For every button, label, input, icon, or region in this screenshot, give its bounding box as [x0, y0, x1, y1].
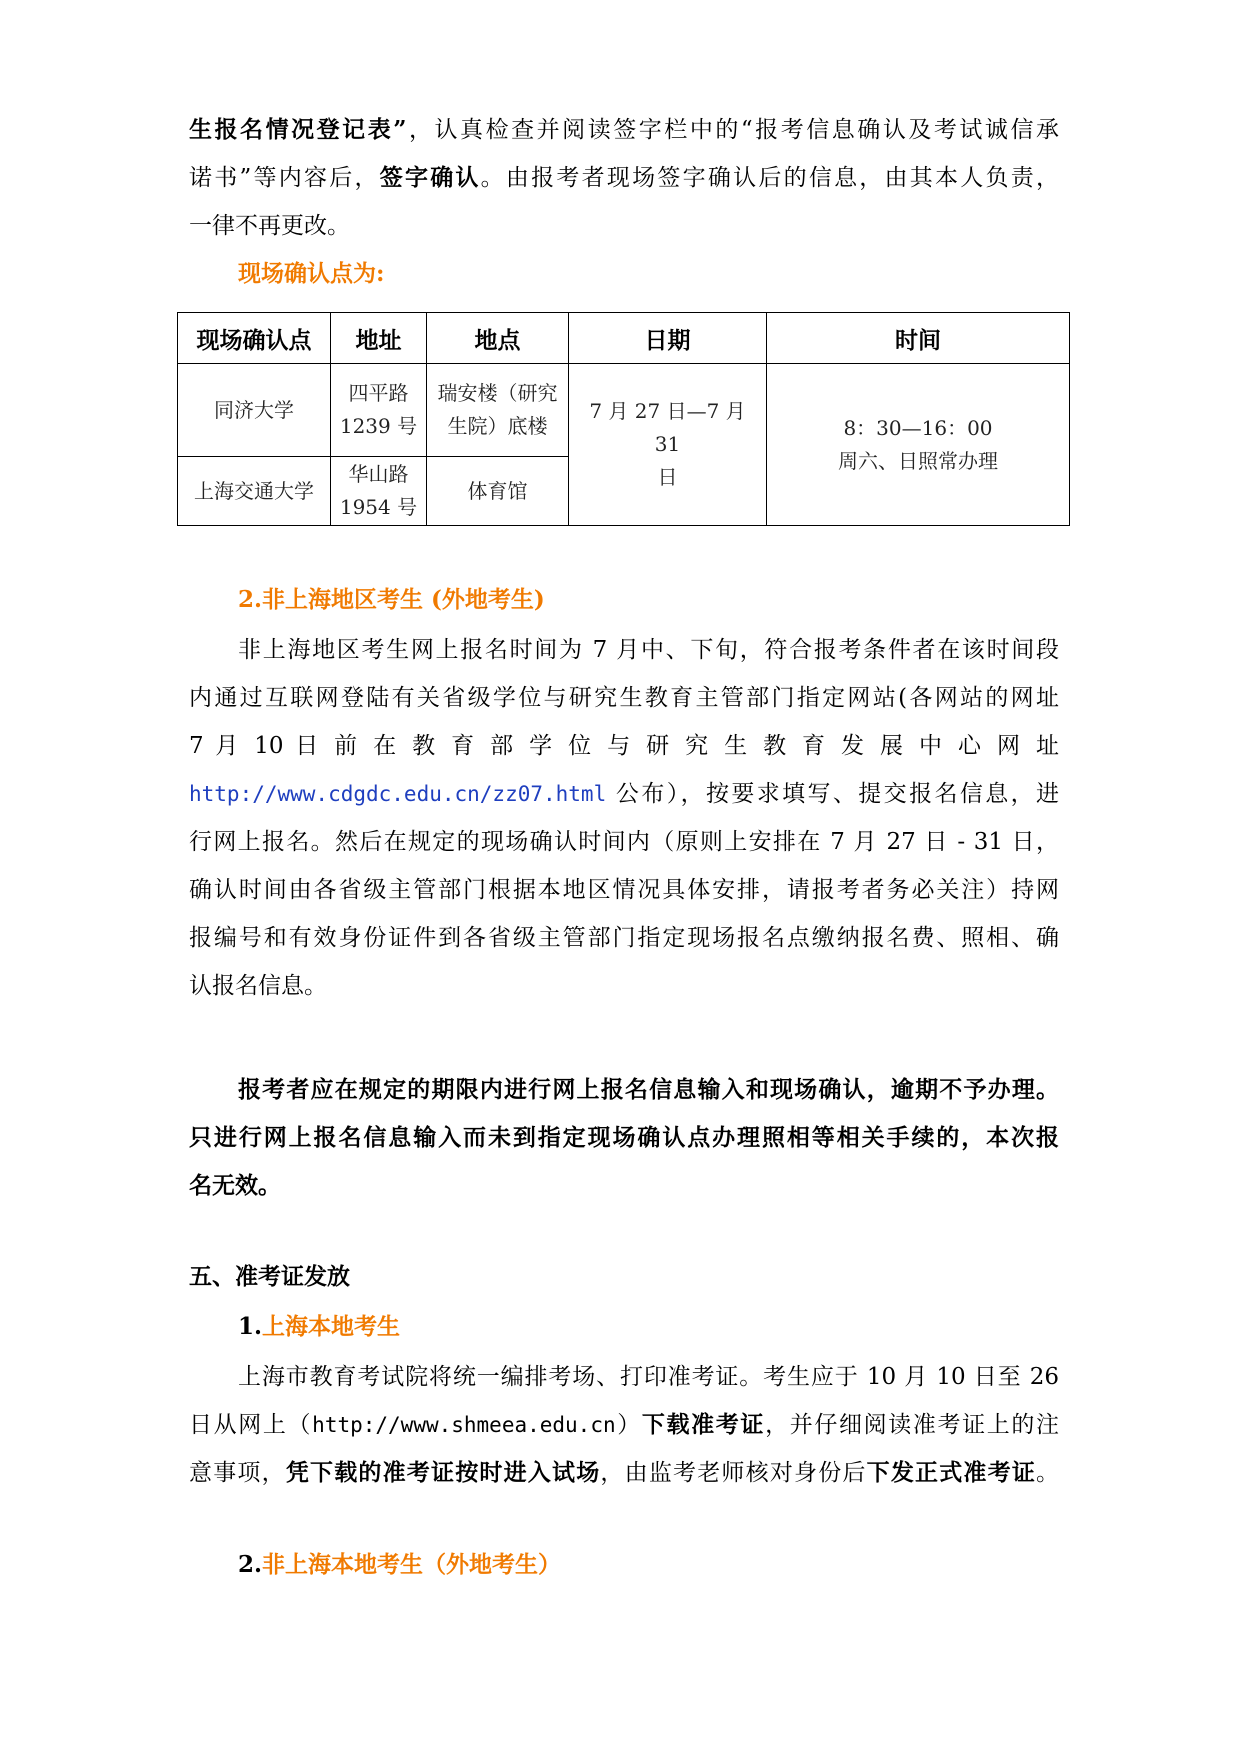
text-line	[189, 106, 1059, 154]
table-header: 时间	[767, 313, 1070, 364]
text: 。	[1036, 1460, 1060, 1486]
text-line: 确认时间由各省级主管部门根据本地区情况具体安排，请报考者务必关注）持网	[189, 877, 1059, 903]
text-line: 报编号和有效身份证件到各省级主管部门指定现场报名点缴纳报名费、照相、确	[189, 925, 1059, 951]
text: 。由报考者现场签字确认后的信息，由其本人负责，	[480, 165, 1059, 191]
paragraph-deadline-notice	[189, 1066, 1059, 1210]
text-line	[189, 154, 1059, 202]
subheading-title: 非上海本地考生（外地考生）	[262, 1551, 562, 1578]
text: ，由监考老师核对身份后	[600, 1460, 867, 1486]
bold-text: 下发正式准考证	[866, 1459, 1037, 1486]
table-cell-site: 上海交通大学	[178, 457, 331, 526]
table-header: 现场确认点	[178, 313, 331, 364]
paragraph-non-shanghai-registration	[189, 626, 1059, 1010]
table-cell-date: 7 月 27 日—7 月 31 日	[569, 364, 767, 526]
text-line: 上海市教育考试院将统一编排考场、打印准考证。考生应于 10 月 10 日至 26	[238, 1364, 1059, 1390]
table-header-row	[178, 313, 1070, 364]
confirmation-sites-table	[177, 312, 1070, 526]
table-row	[178, 364, 1070, 457]
shmeea-url: http://www.shmeea.edu.cn	[312, 1413, 616, 1437]
subheading-number: 2.	[238, 1551, 263, 1578]
text: 公布），按要求填写、提交报名信息，进	[606, 781, 1059, 807]
text-line: 名无效。	[189, 1172, 281, 1199]
text: 诺书”等内容后，	[189, 165, 380, 191]
text: 意事项，	[189, 1460, 286, 1486]
text: 日从网上（	[189, 1412, 313, 1438]
text-line: 报考者应在规定的期限内进行网上报名信息输入和现场确认，逾期不予办理。	[238, 1076, 1059, 1103]
text-line: 只进行网上报名信息输入而未到指定现场确认点办理照相等相关手续的，本次报	[189, 1124, 1059, 1151]
subheading-shanghai-local	[238, 1303, 1108, 1351]
bold-text: 凭下载的准考证按时进入试场	[285, 1459, 601, 1486]
table-cell-address: 四平路 1239 号	[331, 364, 427, 457]
paragraph-admission-download	[189, 1353, 1059, 1497]
text-line: 内通过互联网登陆有关省级学位与研究生教育主管部门指定网站(各网站的网址	[189, 685, 1059, 711]
table-cell-place: 瑞安楼（研究 生院）底楼	[427, 364, 569, 457]
text: ）	[615, 1412, 642, 1438]
text-line: 认报名信息。	[189, 973, 327, 999]
text: ，认真检查并阅读签字栏中的“报考信息确认及考试诚信承	[406, 117, 1059, 143]
text-line: 非上海地区考生网上报名时间为 7 月中、下旬，符合报考条件者在该时间段	[238, 637, 1059, 663]
bold-text: 下载准考证	[641, 1411, 766, 1438]
section-heading-admission-ticket: 五、准考证发放	[189, 1263, 350, 1290]
subheading-number: 1.	[238, 1313, 263, 1340]
table-cell-site: 同济大学	[178, 364, 331, 457]
table-cell-time: 8：30—16：00 周六、日照常办理	[767, 364, 1070, 526]
paragraph-signature-confirmation	[189, 106, 1059, 250]
sites-heading: 现场确认点为:	[238, 260, 385, 287]
text-line	[189, 1449, 1059, 1497]
table-header: 地点	[427, 313, 569, 364]
table-header: 地址	[331, 313, 427, 364]
subheading-title: 上海本地考生	[262, 1313, 401, 1340]
text-line	[189, 770, 1059, 818]
text: ，并仔细阅读准考证上的注	[765, 1412, 1060, 1438]
text-line: 一律不再更改。	[189, 213, 350, 239]
bold-text: 生报名情况登记表”	[189, 116, 407, 143]
text-line: 7 月 10 日 前 在 教 育 部 学 位 与 研 究 生 教 育 发 展 中 心 网 址	[189, 733, 1059, 759]
text-line	[189, 1401, 1059, 1449]
text-line: 行网上报名。然后在规定的现场确认时间内（原则上安排在 7 月 27 日 - 31 日，	[189, 829, 1059, 855]
section-heading-non-shanghai: 2.非上海地区考生 (外地考生)	[238, 586, 545, 613]
table-cell-address: 华山路 1954 号	[331, 457, 427, 526]
table-header: 日期	[569, 313, 767, 364]
subheading-non-shanghai-local	[238, 1541, 1108, 1589]
table-cell-place: 体育馆	[427, 457, 569, 526]
cdgdc-link[interactable]: http://www.cdgdc.edu.cn/zz07.html	[189, 782, 607, 806]
bold-text: 签字确认	[379, 164, 481, 191]
